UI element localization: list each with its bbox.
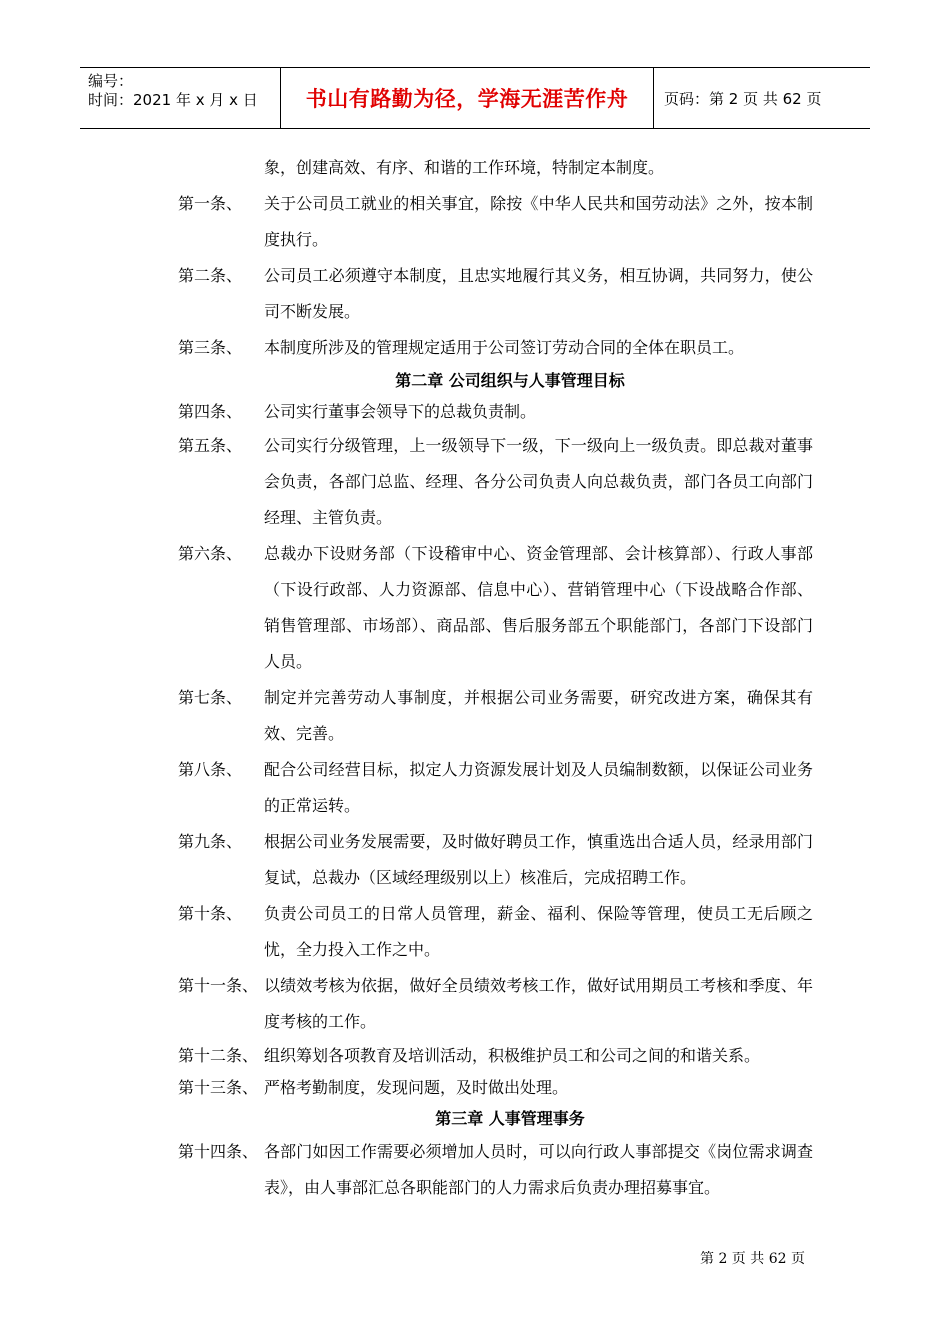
article-label: 第九条、 <box>178 832 243 851</box>
chapter-heading: 第三章 人事管理事务 <box>435 1109 585 1128</box>
article-text: 负责公司员工的日常人员管理，薪金、福利、保险等管理，使员工无后顾之忧，全力投入工作之中。 <box>264 904 813 959</box>
article-label: 第十三条、 <box>178 1078 259 1097</box>
article <box>178 396 813 428</box>
article <box>178 680 813 752</box>
article-text: 各部门如因工作需要必须增加人员时，可以向行政人事部提交《岗位需求调查表》，由人事部汇总各职能部门的人力需求后负责办理招募事宜。 <box>264 1142 813 1197</box>
article-label: 第二条、 <box>178 266 243 285</box>
article-text: 严格考勤制度，发现问题，及时做出处理。 <box>264 1078 569 1097</box>
article-label: 第七条、 <box>178 688 243 707</box>
article <box>178 824 813 896</box>
chapter1-articles <box>0 186 950 366</box>
article-text: 根据公司业务发展需要，及时做好聘员工作，慎重选出合适人员，经录用部门复试，总裁办（区域经理级别以上）核准后，完成招聘工作。 <box>264 832 813 887</box>
article <box>178 1072 813 1104</box>
article-label: 第十二条、 <box>178 1046 259 1065</box>
article-text: 制定并完善劳动人事制度，并根据公司业务需要，研究改进方案，确保其有效、完善。 <box>264 688 813 743</box>
article-label: 第六条、 <box>178 544 243 563</box>
chapter3-articles <box>0 1134 950 1206</box>
article-label: 第四条、 <box>178 402 243 421</box>
article-label: 第十条、 <box>178 904 243 923</box>
page-header <box>80 67 870 129</box>
article <box>178 330 813 366</box>
article-label: 第十四条、 <box>178 1142 259 1161</box>
article <box>178 258 813 330</box>
chapter2-articles <box>0 396 950 1104</box>
document-date-label: 时间：2021 年 x 月 x 日 <box>88 91 258 109</box>
header-page-label: 页码：第 2 页 共 62 页 <box>664 89 822 108</box>
page-footer: 第 2 页 共 62 页 <box>700 1251 805 1267</box>
article-text: 总裁办下设财务部（下设稽审中心、资金管理部、会计核算部）、行政人事部（下设行政部、人力资源部、信息中心）、营销管理中心（下设战略合作部、销售管理部、市场部）、商品部、售后服务部五个职能部门，各部门下设部门人员。 <box>264 544 813 671</box>
article <box>178 186 813 258</box>
article <box>178 968 813 1040</box>
article-label: 第五条、 <box>178 436 243 455</box>
article-text: 公司实行董事会领导下的总裁负责制。 <box>264 402 537 421</box>
article-text: 本制度所涉及的管理规定适用于公司签订劳动合同的全体在职员工。 <box>264 338 745 357</box>
chapter-heading: 第二章 公司组织与人事管理目标 <box>395 371 625 390</box>
header-meta <box>80 68 281 128</box>
article-text: 公司员工必须遵守本制度，且忠实地履行其义务，相互协调，共同努力，使公司不断发展。 <box>264 266 813 321</box>
article-label: 第十一条、 <box>178 976 259 995</box>
header-motto: 书山有路勤为径，学海无涯苦作舟 <box>281 68 654 128</box>
article-label: 第一条、 <box>178 194 243 213</box>
article-text: 组织筹划各项教育及培训活动，积极维护员工和公司之间的和谐关系。 <box>264 1046 761 1065</box>
article <box>178 896 813 968</box>
article <box>178 428 813 536</box>
article-text: 公司实行分级管理，上一级领导下一级，下一级向上一级负责。即总裁对董事会负责，各部门总监、经理、各分公司负责人向总裁负责，部门各员工向部门经理、主管负责。 <box>264 436 813 527</box>
article-text: 配合公司经营目标，拟定人力资源发展计划及人员编制数额，以保证公司业务的正常运转。 <box>264 760 813 815</box>
article <box>178 1040 813 1072</box>
article-text: 关于公司员工就业的相关事宜，除按《中华人民共和国劳动法》之外，按本制度执行。 <box>264 194 813 249</box>
article <box>178 752 813 824</box>
document-number-label: 编号： <box>88 72 134 90</box>
article-label: 第三条、 <box>178 338 243 357</box>
intro-continuation: 象，创建高效、有序、和谐的工作环境，特制定本制度。 <box>264 158 665 177</box>
document-body <box>0 150 950 1206</box>
article <box>178 536 813 680</box>
article <box>178 1134 813 1206</box>
article-text: 以绩效考核为依据，做好全员绩效考核工作，做好试用期员工考核和季度、年度考核的工作。 <box>264 976 813 1031</box>
article-label: 第八条、 <box>178 760 243 779</box>
